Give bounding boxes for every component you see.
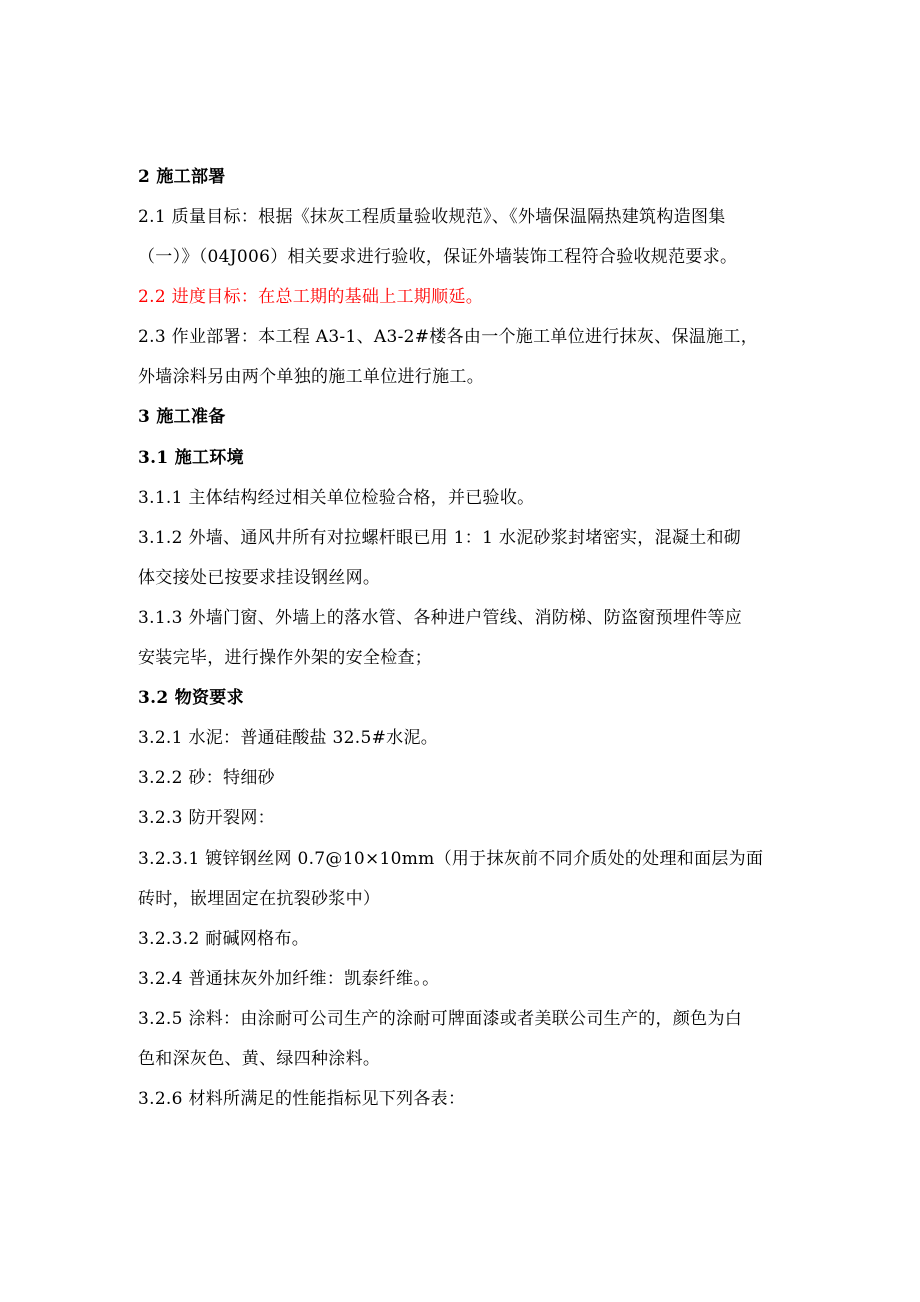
paragraph-line: 色和深灰色、黄、绿四种涂料。 [138, 1049, 381, 1069]
paragraph-line: 3.1.1 主体结构经过相关单位检验合格，并已验收。 [138, 488, 535, 508]
paragraph-line: 3.2.3.2 耐碱网格布。 [138, 929, 310, 949]
paragraph-line: 3.2.1 水泥：普通硅酸盐 32.5#水泥。 [138, 728, 439, 748]
schedule-goal-line: 2.2 进度目标：在总工期的基础上工期顺延。 [138, 287, 484, 307]
paragraph-line: 3.2.4 普通抹灰外加纤维：凯泰纤维。。 [138, 969, 440, 989]
paragraph-line: 3.2.2 砂：特细砂 [138, 768, 275, 788]
paragraph-line: 2.3 作业部署：本工程 A3-1、A3-2#楼各由一个施工单位进行抹灰、保温施工， [138, 327, 758, 347]
paragraph-line: 安装完毕，进行操作外架的安全检查； [138, 648, 433, 668]
paragraph-line: 3.1.3 外墙门窗、外墙上的落水管、各种进户管线、消防梯、防盗窗预埋件等应 [138, 608, 743, 628]
paragraph-line: 外墙涂料另由两个单独的施工单位进行施工。 [138, 367, 484, 387]
paragraph-line: 体交接处已按要求挂设钢丝网。 [138, 568, 381, 588]
paragraph-line: 3.1.2 外墙、通风井所有对拉螺杆眼已用 1：1 水泥砂浆封堵密实，混凝土和砌 [138, 528, 742, 548]
paragraph-line: 3.2.5 涂料：由涂耐可公司生产的涂耐可牌面漆或者美联公司生产的，颜色为白 [138, 1009, 743, 1029]
paragraph-line: 3.2.6 材料所满足的性能指标见下列各表： [138, 1089, 466, 1109]
paragraph-line: 2.1 质量目标：根据《抹灰工程质量验收规范》、《外墙保温隔热建筑构造图集 [138, 207, 726, 227]
paragraph-line: 3.2.3.1 镀锌钢丝网 0.7@10×10mm（用于抹灰前不同介质处的处理和面层为面 [138, 849, 764, 869]
paragraph-line: 3.2.3 防开裂网： [138, 808, 275, 828]
section-2-heading: 2 施工部署 [138, 167, 226, 187]
paragraph-line: 砖时，嵌埋固定在抗裂砂浆中） [138, 889, 381, 909]
paragraph-line: （一）》（04J006）相关要求进行验收，保证外墙装饰工程符合验收规范要求。 [138, 247, 738, 267]
section-3-1-heading: 3.1 施工环境 [138, 448, 244, 468]
section-3-2-heading: 3.2 物资要求 [138, 688, 244, 708]
section-3-heading: 3 施工准备 [138, 407, 226, 427]
